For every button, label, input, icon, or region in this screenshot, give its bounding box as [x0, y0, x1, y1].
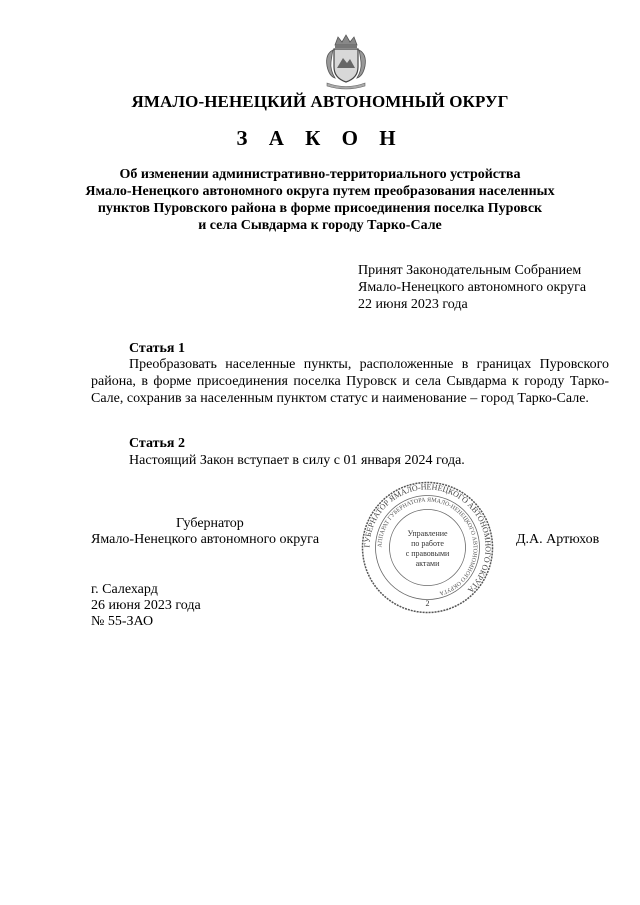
adoption-note: [358, 262, 586, 313]
stamp-inner-text: АППАРАТ ГУБЕРНАТОРА ЯМАЛО-НЕНЕЦКОГО АВТОНОМНОГО ОКРУГА: [377, 497, 478, 596]
law-title-line: Об изменении административно-территориального устройства: [119, 167, 521, 182]
signing-date: 26 июня 2023 года: [91, 598, 201, 613]
stamp-outer-text: ГУБЕРНАТОР ЯМАЛО-НЕНЕЦКОГО АВТОНОМНОГО ОКРУГА: [362, 482, 493, 595]
signatory-name: Д.А. Артюхов: [516, 532, 600, 547]
stamp-center-line: по работе: [411, 539, 444, 548]
stamp-center-line: Управление: [407, 529, 448, 538]
stamp-number: 2: [425, 599, 430, 608]
law-title-line: и села Сывдарма к городу Тарко-Сале: [198, 218, 442, 233]
article-1-heading: Статья 1: [129, 341, 185, 356]
article-1-text: Преобразовать населенные пункты, расположенные в границах Пуровского района, в форме присоединения поселка Пуровск и села Сывдарма к городу Тарко-Сале, сохранив за населенным пунктом статус и наименование – город Тарко-Сале.: [91, 357, 609, 406]
place-of-signing: г. Салехард: [91, 582, 158, 597]
region-heading: ЯМАЛО-НЕНЕЦКИЙ АВТОНОМНЫЙ ОКРУГ: [131, 92, 509, 111]
signatory-region: Ямало-Ненецкого автономного округа: [91, 532, 320, 547]
law-number: № 55-ЗАО: [91, 614, 154, 629]
law-title: [80, 166, 560, 234]
document-footer: [91, 582, 201, 630]
article-2-text: Настоящий Закон вступает в силу с 01 января 2024 года.: [129, 453, 465, 468]
signatory-title: Губернатор: [176, 516, 244, 531]
adoption-line: Ямало-Ненецкого автономного округа: [358, 280, 587, 295]
stamp-center-line: с правовыми: [405, 549, 450, 558]
law-title-line: Ямало-Ненецкого автономного округа путем преобразования населенных: [85, 184, 555, 199]
adoption-line: Принят Законодательным Собранием: [358, 263, 582, 278]
document-type-heading: З А К О Н: [236, 126, 404, 150]
article-2-heading: Статья 2: [129, 436, 185, 451]
coat-of-arms-icon: [321, 34, 371, 90]
adoption-date: 22 июня 2023 года: [358, 297, 468, 312]
official-stamp-icon: [360, 480, 495, 615]
law-title-line: пунктов Пуровского района в форме присоединения поселка Пуровск: [97, 201, 543, 216]
stamp-center-line: актами: [415, 559, 440, 568]
